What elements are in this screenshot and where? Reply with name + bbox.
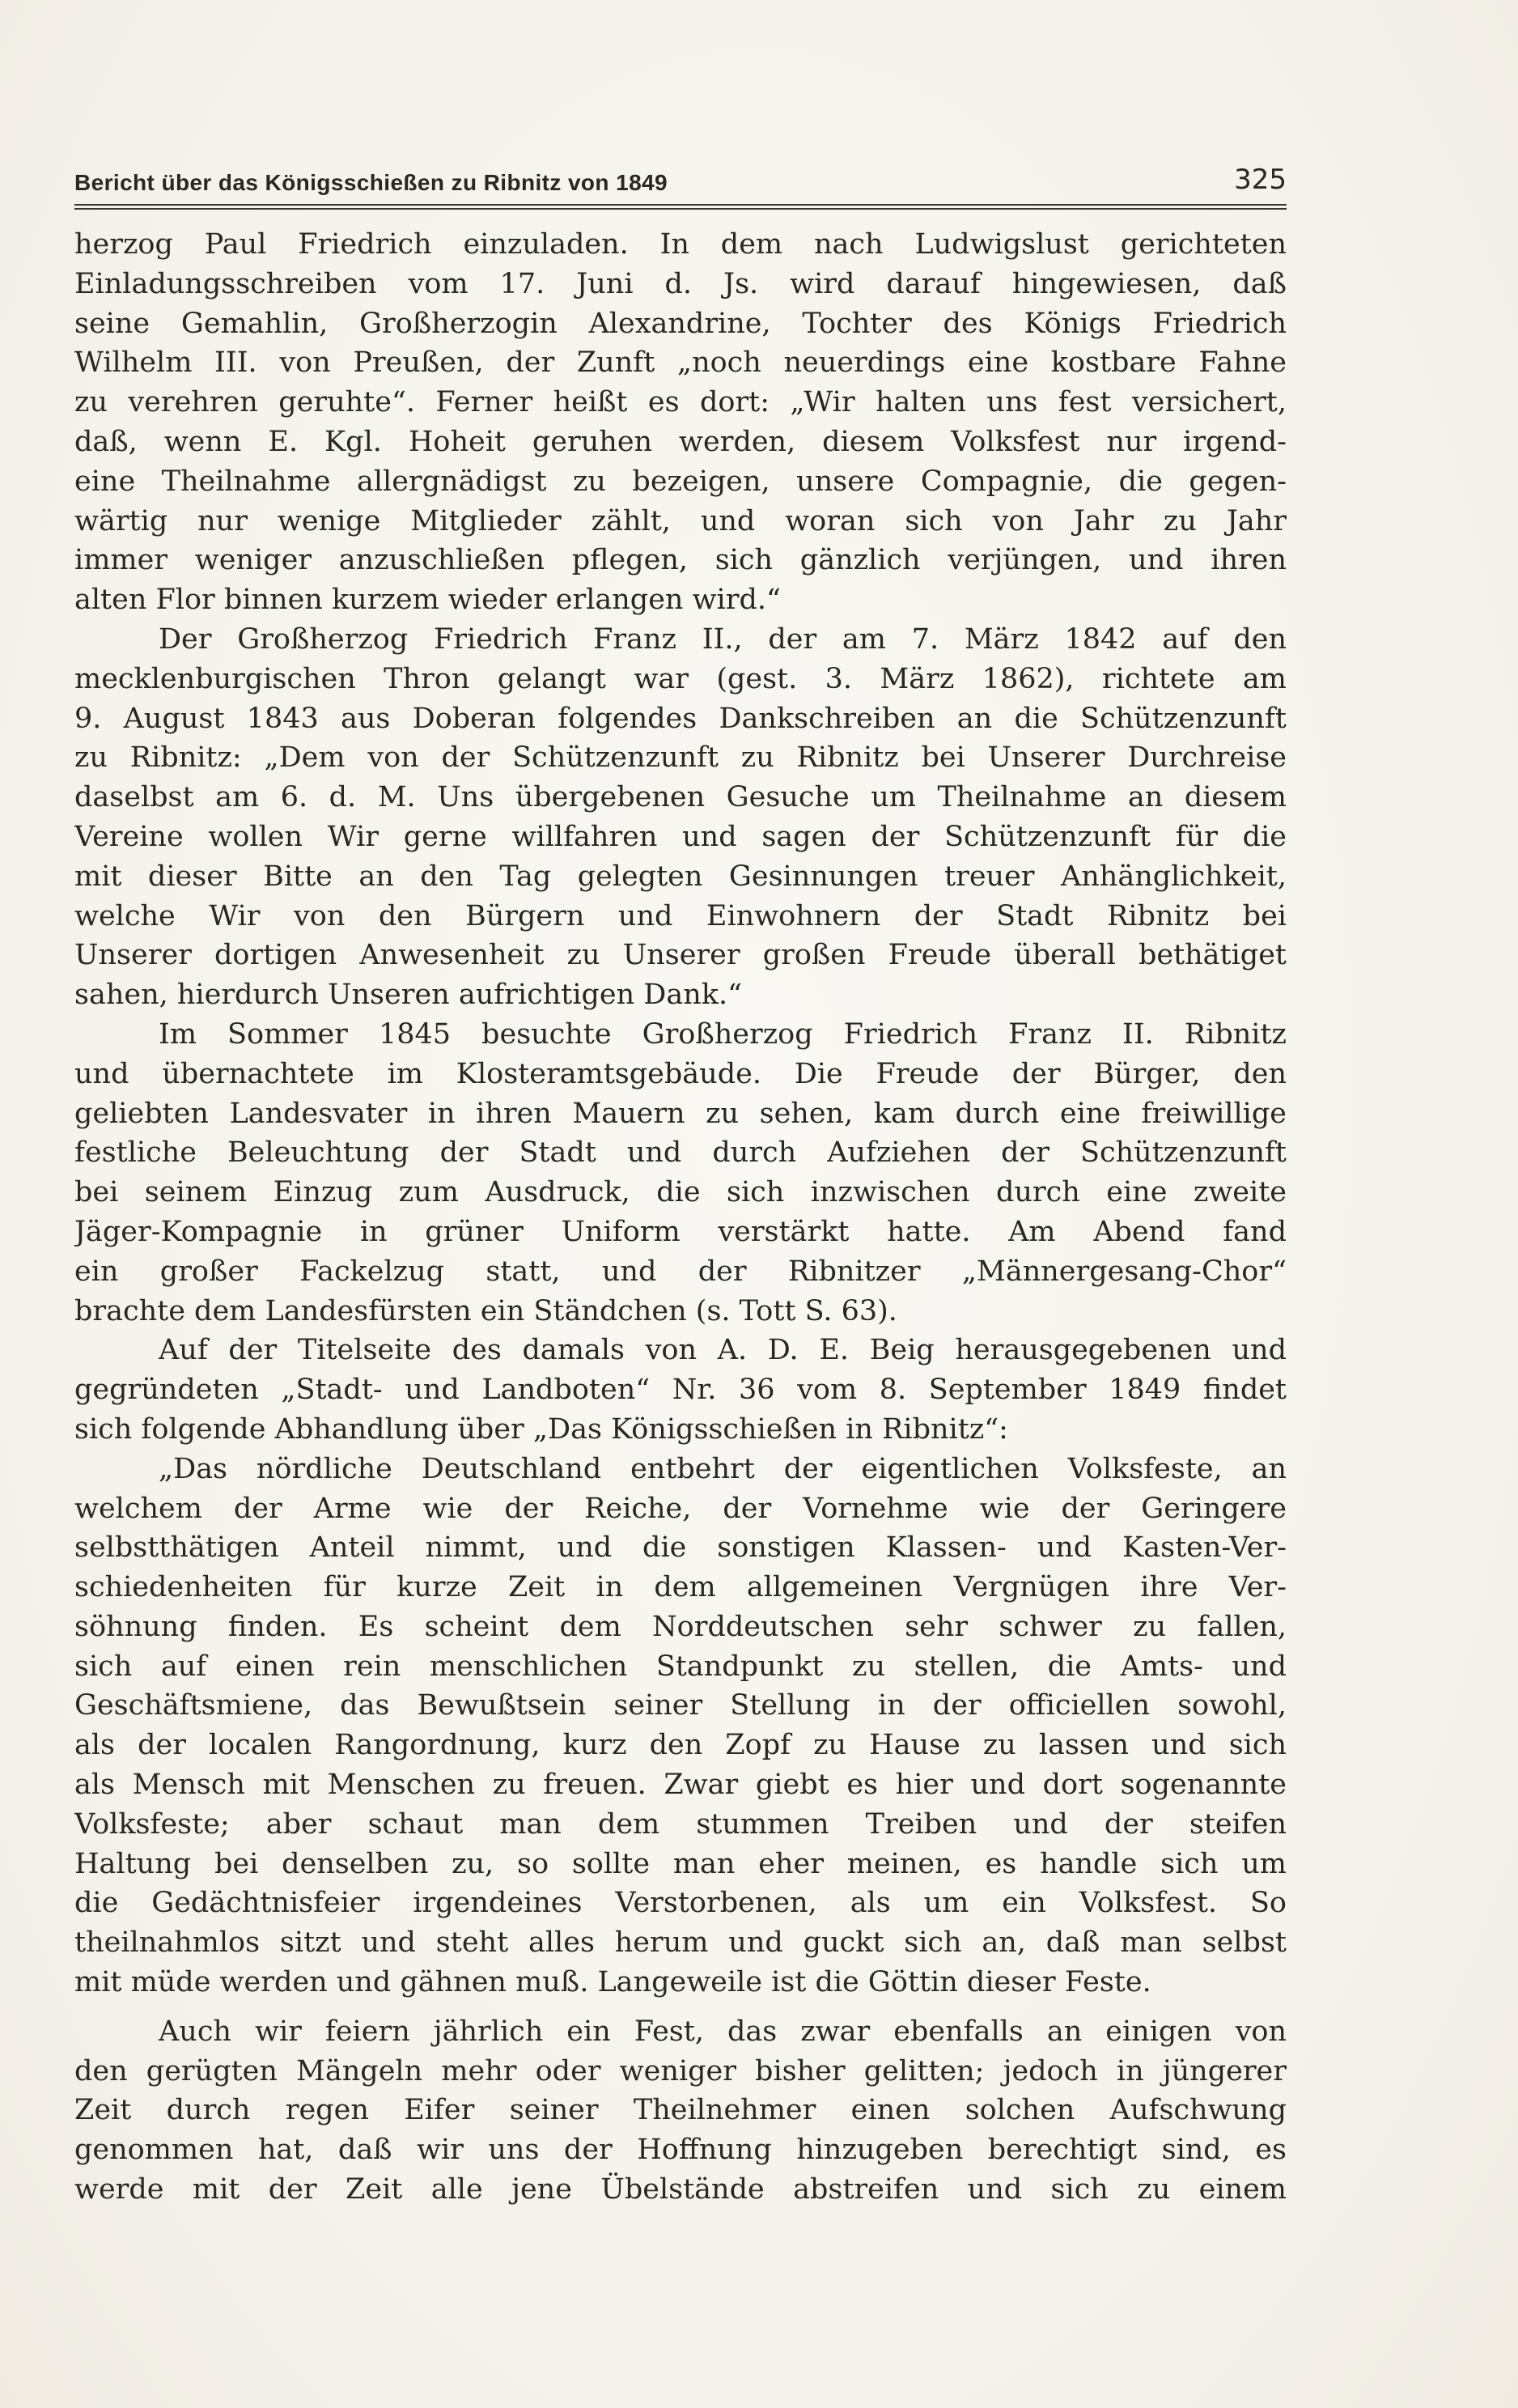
text-line: 9. August 1843 aus Doberan folgendes Dankschreiben an die Schützenzunft xyxy=(74,702,1287,735)
text-line: schiedenheiten für kurze Zeit in dem allgemeinen Vergnügen ihre Ver- xyxy=(74,1571,1287,1604)
text-line: theilnahmlos sitzt und steht alles herum und guckt sich an, daß man selbst xyxy=(74,1926,1287,1960)
paragraph-gap xyxy=(74,2002,1287,2012)
text-line: Der Großherzog Friedrich Franz II., der am 7. März 1842 auf den xyxy=(159,622,1287,656)
paragraph-1 xyxy=(74,225,1287,620)
text-line: Einladungsschreiben vom 17. Juni d. Js. wird darauf hingewiesen, daß xyxy=(74,267,1287,300)
text-line: Haltung bei denselben zu, so sollte man eher meinen, es handle sich um xyxy=(74,1847,1287,1880)
text-line: seine Gemahlin, Großherzogin Alexandrine, Tochter des Königs Friedrich xyxy=(74,307,1287,340)
text-line: gegründeten „Stadt- und Landboten“ Nr. 36 vom 8. September 1849 findet xyxy=(74,1374,1287,1407)
text-line: brachte dem Landesfürsten ein Ständchen (s. Tott S. 63). xyxy=(74,1294,897,1327)
text-line: Volksfeste; aber schaut man dem stummen Treiben und der steifen xyxy=(74,1807,1287,1841)
paragraph-2 xyxy=(74,620,1287,1015)
text-line: Unserer dortigen Anwesenheit zu Unserer großen Freude überall bethätiget xyxy=(74,939,1287,972)
text-line: mecklenburgischen Thron gelangt war (gest. 3. März 1862), richtete am xyxy=(74,662,1287,695)
text-line: sich folgende Abhandlung über „Das Königsschießen in Ribnitz“: xyxy=(74,1412,1008,1446)
text-line: werde mit der Zeit alle jene Übelstände abstreifen und sich zu einem xyxy=(74,2173,1287,2206)
paragraph-3 xyxy=(74,1015,1287,1331)
text-line: sahen, hierdurch Unseren aufrichtigen Dank.“ xyxy=(74,979,742,1012)
text-line: als der localen Rangordnung, kurz den Zopf zu Hause zu lassen und sich xyxy=(74,1729,1287,1762)
text-line: Jäger-Kompagnie in grüner Uniform verstärkt hatte. Am Abend fand xyxy=(74,1215,1287,1248)
text-line: alten Flor binnen kurzem wieder erlangen wird.“ xyxy=(74,584,781,617)
text-line: daß, wenn E. Kgl. Hoheit geruhen werden, diesem Volksfest nur irgend- xyxy=(74,425,1287,458)
running-head xyxy=(74,159,1287,196)
page-number: 325 xyxy=(1234,164,1287,196)
text-line: mit dieser Bitte an den Tag gelegten Gesinnungen treuer Anhänglichkeit, xyxy=(74,860,1287,893)
text-line: und übernachtete im Klosteramtsgebäude. Die Freude der Bürger, den xyxy=(74,1057,1287,1090)
text-line: Im Sommer 1845 besuchte Großherzog Friedrich Franz II. Ribnitz xyxy=(159,1017,1287,1051)
text-line: ein großer Fackelzug statt, und der Ribnitzer „Männergesang-Chor“ xyxy=(74,1255,1287,1288)
text-line: zu verehren geruhte“. Ferner heißt es dort: „Wir halten uns fest versichert, xyxy=(74,386,1287,419)
text-line: herzog Paul Friedrich einzuladen. In dem nach Ludwigslust gerichteten xyxy=(74,228,1287,261)
text-line: immer weniger anzuschließen pflegen, sich gänzlich verjüngen, und ihren xyxy=(74,544,1287,577)
text-line: genommen hat, daß wir uns der Hoffnung hinzugeben berechtigt sind, es xyxy=(74,2134,1287,2167)
text-line: zu Ribnitz: „Dem von der Schützenzunft zu Ribnitz bei Unserer Durchreise xyxy=(74,741,1287,775)
text-line: sich auf einen rein menschlichen Standpunkt zu stellen, die Amts- und xyxy=(74,1650,1287,1683)
text-line: bei seinem Einzug zum Ausdruck, die sich inzwischen durch eine zweite xyxy=(74,1176,1287,1209)
text-line: selbstthätigen Anteil nimmt, und die sonstigen Klassen- und Kasten-Ver- xyxy=(74,1531,1287,1565)
text-line: Auch wir feiern jährlich ein Fest, das zwar ebenfalls an einigen von xyxy=(159,2015,1287,2048)
text-line: Wilhelm III. von Preußen, der Zunft „noch neuerdings eine kostbare Fahne xyxy=(74,346,1287,380)
text-line: daselbst am 6. d. M. Uns übergebenen Gesuche um Theilnahme an diesem xyxy=(74,781,1287,814)
body-text xyxy=(74,225,1287,2210)
text-line: welchem der Arme wie der Reiche, der Vornehme wie der Geringere xyxy=(74,1492,1287,1525)
text-line: eine Theilnahme allergnädigst zu bezeigen, unsere Compagnie, die gegen- xyxy=(74,465,1287,498)
text-line: Vereine wollen Wir gerne willfahren und sagen der Schützenzunft für die xyxy=(74,820,1287,853)
text-line: den gerügten Mängeln mehr oder weniger bisher gelitten; jedoch in jüngerer xyxy=(74,2054,1287,2087)
text-line: Zeit durch regen Eifer seiner Theilnehmer einen solchen Aufschwung xyxy=(74,2094,1287,2127)
paragraph-6 xyxy=(74,2012,1287,2210)
text-line: die Gedächtnisfeier irgendeines Verstorbenen, als um ein Volksfest. So xyxy=(74,1887,1287,1920)
text-line: als Mensch mit Menschen zu freuen. Zwar giebt es hier und dort sogenannte xyxy=(74,1769,1287,1802)
text-line: Auf der Titelseite des damals von A. D. E. Beig herausgegebenen und xyxy=(159,1334,1287,1367)
text-line: mit müde werden und gähnen muß. Langeweile ist die Göttin dieser Feste. xyxy=(74,1966,1151,1999)
paragraph-5 xyxy=(74,1450,1287,2002)
text-line: söhnung finden. Es scheint dem Norddeutschen sehr schwer zu fallen, xyxy=(74,1610,1287,1643)
text-line: festliche Beleuchtung der Stadt und durch Aufziehen der Schützenzunft xyxy=(74,1136,1287,1170)
text-line: „Das nördliche Deutschland entbehrt der eigentlichen Volksfeste, an xyxy=(159,1452,1287,1485)
text-line: geliebten Landesvater in ihren Mauern zu sehen, kam durch eine freiwillige xyxy=(74,1097,1287,1130)
running-head-title: Bericht über das Königsschießen zu Ribnitz von 1849 xyxy=(74,170,668,195)
text-line: wärtig nur wenige Mitglieder zählt, und woran sich von Jahr zu Jahr xyxy=(74,504,1287,537)
header-rule xyxy=(74,204,1287,210)
paragraph-4 xyxy=(74,1331,1287,1449)
text-line: welche Wir von den Bürgern und Einwohnern der Stadt Ribnitz bei xyxy=(74,899,1287,932)
text-line: Geschäftsmiene, das Bewußtsein seiner Stellung in der officiellen sowohl, xyxy=(74,1689,1287,1722)
